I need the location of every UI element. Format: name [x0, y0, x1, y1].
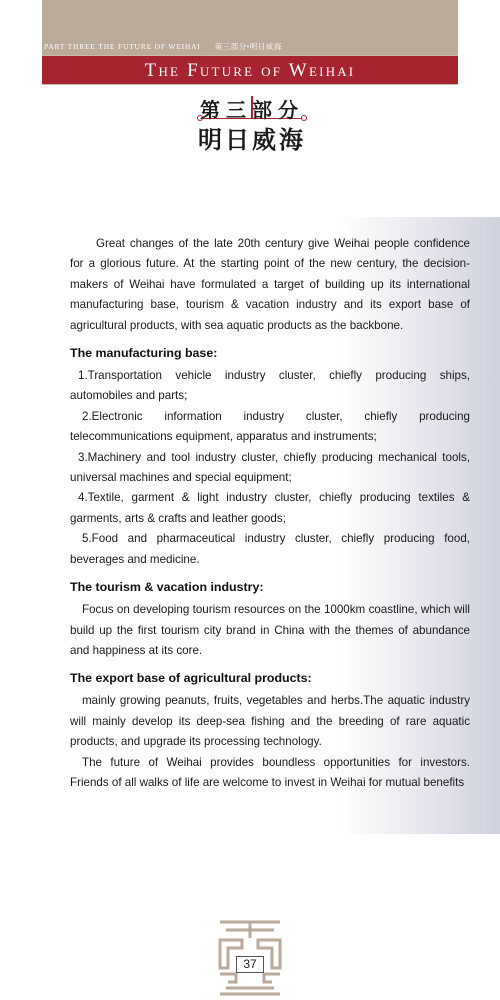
part-label-en: PART THREE THE FUTURE OF WEIHAI	[44, 42, 201, 51]
part-label	[44, 41, 456, 52]
list-item: 2.Electronic information industry cluster, chiefly producing telecommunications equipment, apparatus and instruments;	[70, 409, 470, 444]
list-item: 4.Textile, garment & light industry cluster, chiefly producing textiles & garments, arts & crafts and leather goods;	[70, 491, 470, 525]
export-paragraph: mainly growing peanuts, fruits, vegetables and herbs.The aquatic industry will mainly develop its deep-sea fishing and the breeding of rare aquatic products, and upgrade its processing technology.	[70, 694, 470, 749]
title-banner	[42, 55, 458, 85]
manufacturing-heading: The manufacturing base:	[70, 346, 218, 361]
chinese-title-main: 明日威海	[198, 126, 306, 154]
chinese-title-part: 第三部分	[200, 98, 304, 122]
page-number: 37	[236, 956, 264, 973]
part-label-cn: 第三部分•明日威海	[214, 42, 282, 51]
tourism-paragraph: Focus on developing tourism resources on the 1000km coastline, which will build up the first tourism city brand in China with the themes of abundance and happiness at its core.	[70, 603, 470, 657]
export-heading: The export base of agricultural products:	[70, 671, 312, 686]
list-item: 1.Transportation vehicle industry cluster, chiefly producing ships, automobiles and parts;	[70, 369, 470, 403]
banner-title: The Future of Weihai	[144, 60, 356, 81]
list-item: 5.Food and pharmaceutical industry cluster, chiefly producing food, beverages and medicine.	[70, 532, 470, 566]
intro-paragraph: Great changes of the late 20th century give Weihai people confidence for a glorious future. At the starting point of the new century, the decision-makers of Weihai have formulated a target of building up its international manufacturing base, tourism & vacation industry and its export base of agricultural products, with sea aquatic products as the backbone.	[70, 237, 470, 332]
body-content	[70, 234, 470, 793]
tourism-heading: The tourism & vacation industry:	[70, 580, 264, 595]
list-item: 3.Machinery and tool industry cluster, chiefly producing mechanical tools, universal machines and special equipment;	[70, 450, 470, 485]
closing-paragraph: The future of Weihai provides boundless opportunities for investors. Friends of all walks of life are welcome to invest in Weihai for mutual benefits	[70, 755, 470, 789]
